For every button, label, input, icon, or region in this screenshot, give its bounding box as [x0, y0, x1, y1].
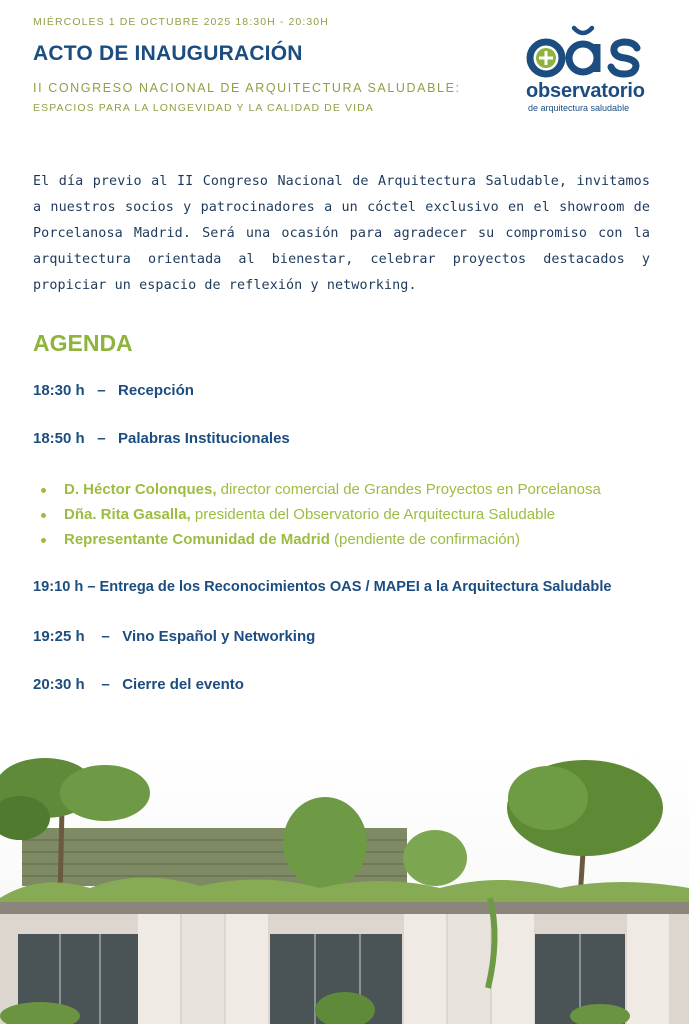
- oas-logo: [524, 22, 648, 118]
- speaker-name: Dña. Rita Gasalla,: [64, 506, 191, 523]
- intro-paragraph: El día previo al II Congreso Nacional de Arquitectura Saludable, invitamos a nuestros socios y patrocinadores a un cóctel exclusivo en el showroom de Porcelanosa Madrid. Será una ocasión para agradecer su compromiso con la arquitectura orientada al bienestar, celebrar proyectos destacados y propiciar un espacio de reflexión y networking.: [33, 174, 650, 293]
- speaker-item: [38, 480, 601, 505]
- bullet-icon: [41, 488, 46, 493]
- agenda-heading: AGENDA: [33, 330, 133, 356]
- speaker-list: [38, 480, 601, 555]
- bullet-icon: [41, 513, 46, 518]
- logo-tagline: de arquitectura saludable: [528, 103, 630, 113]
- green-roof-building-illustration: [0, 748, 689, 1024]
- agenda-item-reception: 18:30 h – Recepción: [33, 382, 194, 399]
- speaker-item: [38, 505, 601, 530]
- event-date: MIÉRCOLES 1 DE OCTUBRE 2025 18:30H - 20:30H: [33, 16, 329, 28]
- agenda-item-awards: 19:10 h – Entrega de los Reconocimientos OAS / MAPEI a la Arquitectura Saludable: [33, 579, 612, 595]
- agenda-item-institutional-words: 18:50 h – Palabras Institucionales: [33, 430, 290, 447]
- agenda-item-networking: 19:25 h – Vino Español y Networking: [33, 628, 316, 645]
- speaker-name: Representante Comunidad de Madrid: [64, 531, 330, 548]
- speaker-item: [38, 530, 601, 555]
- logo-name: observatorio: [526, 80, 645, 102]
- agenda-item-closing: 20:30 h – Cierre del evento: [33, 676, 244, 693]
- bullet-icon: [41, 538, 46, 543]
- speaker-role: (pendiente de confirmación): [329, 531, 520, 548]
- speaker-role: director comercial de Grandes Proyectos en Porcelanosa: [216, 481, 601, 498]
- page-title: ACTO DE INAUGURACIÓN: [33, 42, 303, 65]
- congress-subtitle: ESPACIOS PARA LA LONGEVIDAD Y LA CALIDAD DE VIDA: [33, 102, 374, 114]
- speaker-role: presidenta del Observatorio de Arquitectura Saludable: [190, 506, 556, 523]
- oas-logo-mark: [524, 22, 648, 82]
- congress-title: II CONGRESO NACIONAL DE ARQUITECTURA SALUDABLE:: [33, 81, 461, 95]
- speaker-name: D. Héctor Colonques,: [64, 481, 217, 498]
